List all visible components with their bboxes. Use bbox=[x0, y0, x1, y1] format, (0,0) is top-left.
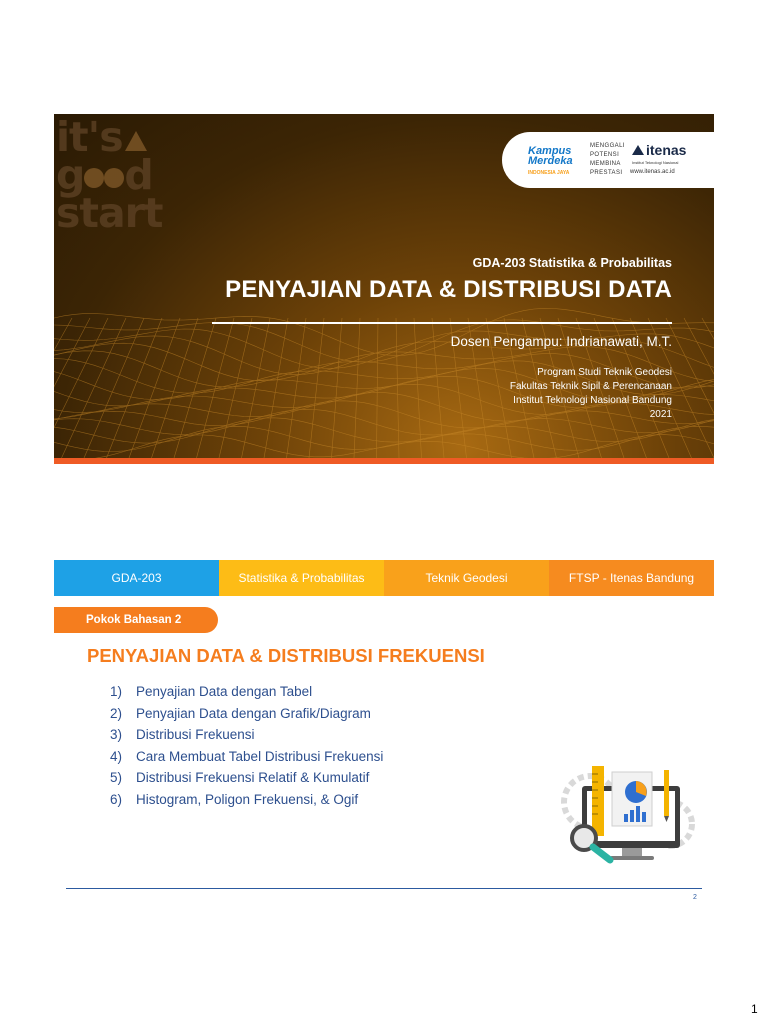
institution-info: Program Studi Teknik Geodesi Fakultas Teknik Sipil & Perencanaan Institut Teknologi Nasional Bandung 2021 bbox=[509, 367, 672, 420]
list-item: 5) Distribusi Frekuensi Relatif & Kumulatif bbox=[110, 770, 370, 785]
dot-icon bbox=[84, 168, 104, 188]
slogan-watermark: it's g d start bbox=[56, 114, 163, 237]
itenas-subtitle: Institut Teknologi Nasional bbox=[632, 160, 679, 165]
page-number: 1 bbox=[751, 1002, 758, 1016]
section-title: PENYAJIAN DATA & DISTRIBUSI FREKUENSI bbox=[87, 645, 485, 666]
title-divider bbox=[212, 322, 672, 324]
list-item: 6) Histogram, Poligon Frekuensi, & Ogif bbox=[110, 791, 359, 807]
slide-number: 2 bbox=[693, 894, 697, 901]
list-item: 3) Distribusi Frekuensi bbox=[110, 727, 255, 742]
lecturer: Dosen Pengampu: Indrianawati, M.T. bbox=[450, 334, 672, 349]
data-analysis-illustration-icon bbox=[560, 762, 696, 868]
logo-banner bbox=[502, 132, 714, 188]
tab-subject: Statistika & Probabilitas bbox=[219, 560, 384, 596]
itenas-logo: itenas bbox=[632, 142, 686, 158]
tagline: MENGGALI POTENSI MEMBINA PRESTASI bbox=[590, 143, 625, 176]
slide-title: PENYAJIAN DATA & DISTRIBUSI DATA bbox=[225, 276, 672, 303]
list-item: 4) Cara Membuat Tabel Distribusi Frekuensi bbox=[110, 748, 384, 764]
tab-faculty: FTSP - Itenas Bandung bbox=[549, 560, 714, 596]
itenas-url: www.itenas.ac.id bbox=[630, 169, 675, 175]
footer-line bbox=[66, 888, 702, 889]
tab-program: Teknik Geodesi bbox=[384, 560, 549, 596]
course-code: GDA-203 Statistika & Probabilitas bbox=[472, 256, 672, 270]
tab-course-code: GDA-203 bbox=[54, 560, 219, 596]
triangle-icon bbox=[125, 131, 147, 151]
itenas-mark-icon bbox=[632, 145, 644, 155]
header-tabs bbox=[54, 560, 714, 596]
accent-bar bbox=[54, 458, 714, 464]
topic-badge: Pokok Bahasan 2 bbox=[54, 607, 218, 633]
kampus-merdeka-logo: Kampus Merdeka INDONESIA JAYA bbox=[528, 145, 573, 176]
list-item: 2) Penyajian Data dengan Grafik/Diagram bbox=[110, 705, 371, 721]
dot-icon bbox=[104, 168, 124, 188]
slide-1 bbox=[54, 114, 714, 464]
agenda-list bbox=[110, 684, 383, 813]
list-item: 1) Penyajian Data dengan Tabel bbox=[110, 684, 313, 699]
